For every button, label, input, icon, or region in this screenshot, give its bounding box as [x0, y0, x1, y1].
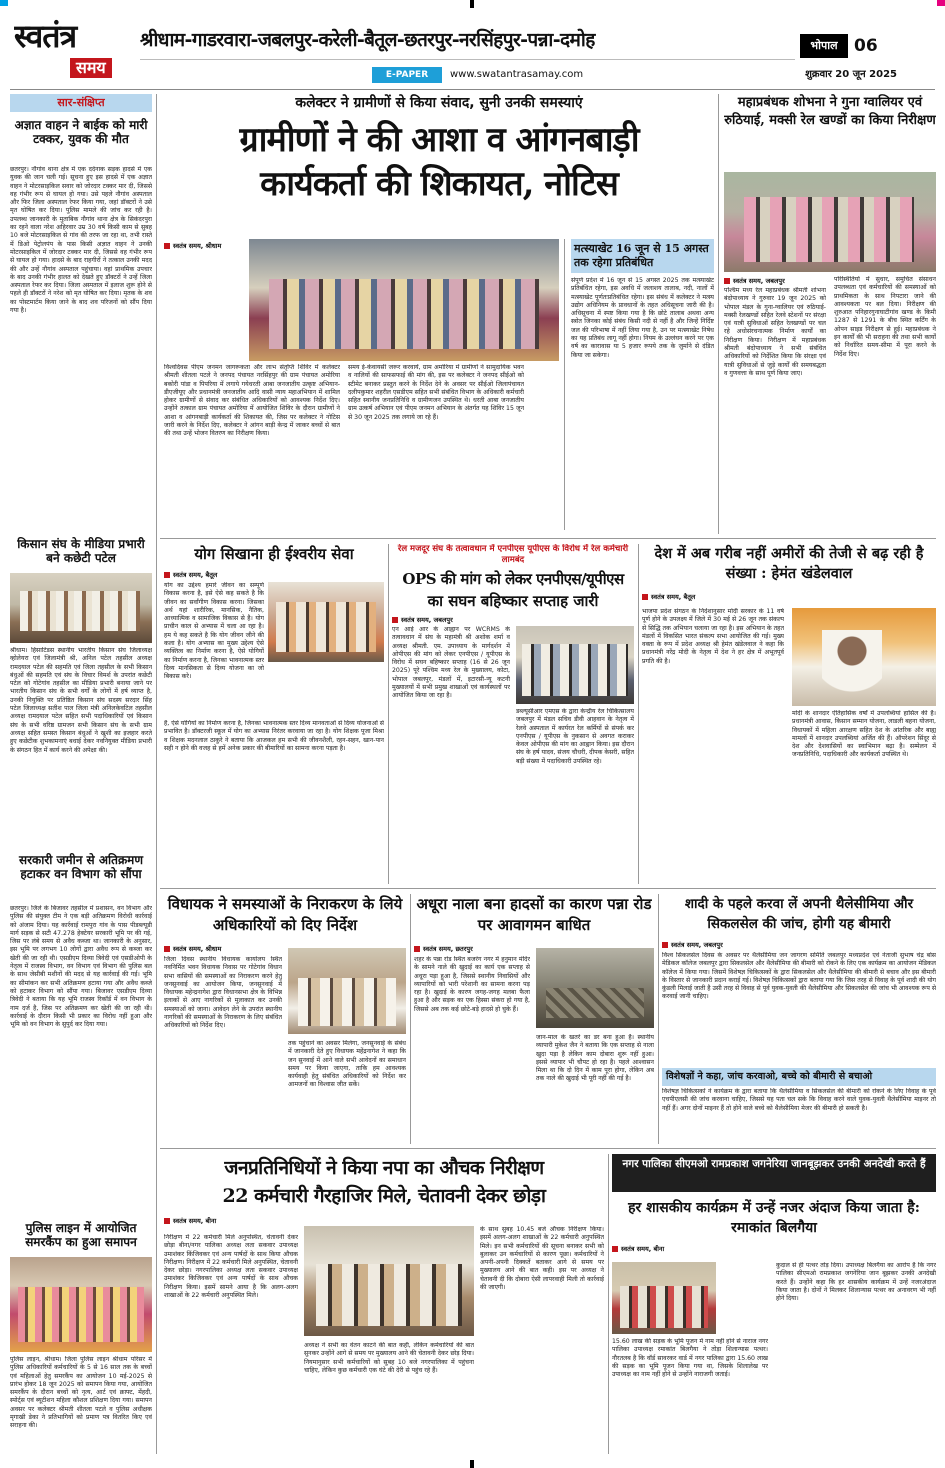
rail-col2: परिस्थितियों में सुधार, समुचित संसाधन उपलब्धता एवं कर्मचारियों की समस्याओं को प्राथमिकता के साथ निपटारा जाने की आवश्यकता पर बल दिया। निरीक्षण की शुरुआत पनिहारगुनाघाटीगांव खण्ड के किमी 1287 से 1291 के बीच स्थित कर्टिंग के ओपन साइड निरीक्षण से हुई। महाप्रबंधक ने इन कार्यों की भी सराहना की तथा सभी कार्यों को निर्धारित समय-सीमा में पूरा करने के निर्देश दिए।: [834, 276, 936, 358]
nala-headline: अधूरा नाला बना हादसों का कारण पन्ना रोड पर आवागमन बाधित: [416, 895, 652, 934]
logo: [14, 18, 134, 84]
thal-box: [662, 1068, 936, 1144]
poor-col2: मोदी के शानदार ऐतिहासिक वर्षों में उपलब्धियां हासिल की है। प्रधानमंत्री आवास, किसान सम्मान योजना, लाडली बहना योजना, विधायकों में महिला आरक्षण सहित देश के आंतरिक और बाह्य मामलों में शानदार उपलब्धियां अर्जित की हैं। ऑपरेशन सिंदूर से देश और देशवासियों का स्वाभिमान बढ़ा है। सम्मेलन में जनप्रतिनिधि, पदाधिकारी और कार्यकर्ता उपस्थित थे।: [792, 710, 936, 759]
cities-text: श्रीधाम-गाडरवारा-जबलपुर-करेली-बैतूल-छतरपुर-नरसिंहपुर-पन्ना-दमोह: [140, 29, 595, 51]
lead-col2: समय ई-केवायसी जरूर करवायें, ग्राम अमोरिया में ग्रामीणों ने सामुदायिक भवन व नालियों की साफसफाई की मांग की, इस पर कलेक्टर ने जनपद सीईओ को स्टीमेट बनाकर प्रस्तुत करने के निर्देश देने के अवसर पर सीईओ जिलापंचायत दलीपकुमार शहरील एसडीएम सहित सभी संबंधित विभाग के अधिकारी कर्मचारी सहित स्थानीय जनप्रतिनिधि व ग्रामीणजन उपस्थित थे। धरती आबा जनजातीय ग्राम उत्कर्ष अभियान एवं पीएम जनमन अभियान के अंतर्गत यह शिविर 15 जून से 30 जून 2025 तक लगाये जा रहे हैं।: [348, 364, 524, 421]
yoga-byline-text: स्वतंत्र समय, बैतूल: [173, 571, 218, 579]
sidebar-story4-photo: [10, 1257, 152, 1352]
sidebar-divider: [156, 94, 157, 1454]
napa-story: [164, 1154, 604, 1454]
napa-col3: के साथ सुबह 10.45 बजे औचक निरीक्षण किया। इसमें अलग-अलग शाखाओं के 22 कर्मचारी अनुपस्थित मिले। इन सभी कर्मचारियों की सूचना बनाकर सभी को बुलाकर उन कर्मचारियों से कारण पूछा। कर्मचारियों ने अपनी-अपनी दिक्कतें बताकर आगे से समय पर मुख्यालय आने की बात कही। इस पर अध्यक्ष ने चेतावनी दी कि दोबारा ऐसी लापरवाही मिली तो कार्रवाई की जाएगी।: [480, 1226, 604, 1292]
ceo-byline: [612, 1244, 936, 1253]
rail-byline: [724, 276, 785, 285]
sidebar-story2-body: श्रीधाम। हिंसाटिडस स्थानीय भारतीय किसान संघ जिलाध्यक्ष व्होलेयरा एवं जिलामंत्री श्री, अनिल पटेल तहसील अध्यक्ष रामदयाल पटेल की सहमति एवं जिला तहसील के सभी किसान बंधुओं की सहमति एवं संघ के विचार विमर्श के उपरांत कछेटी पटेल को गोटेगांव तहसील का मीडिया प्रभारी बनाया जाने पर भारतीय किसान संघ के सभी वर्गों के लोगों में हर्ष व्याप्त है, उनकी नियुक्ति पर प्रतिष्ठित किसान संघ सदस्य सरदार सिंह पटेल जिलाध्यक्ष सतीश पाल जिला मंत्री अनिलकेवटिल तहसील अध्यक्ष रामदयाल पटेल सहित सभी पदाधिकारियों एवं किसान संघ के सभी वरिष्ठ ग्रामजन सभी किसान संघ के सभी ग्राम अध्यक्ष सहित समस्त किसान बंधुओं ने खुशी का इजहार करते हुए कछेटीक शुभकामनाएं बधाई देकर नवनियुक्त मीडिया प्रभारी के संगठन हित में कार्य करने की अपेक्षा की।: [10, 647, 152, 754]
ops-headline-1: OPS की मांग को लेकर एनपीएस/यूपीएस: [402, 570, 624, 588]
ops-byline: [392, 615, 634, 624]
ceo-col2: कुदाल से ही पत्थर तोड़ दिया। उपाध्यक्ष बिलगैया का आरोप है कि नगर पालिका सीएमओ रामप्रकाश जगनेरिया जान बूझकर उनकी अनदेखी करते हैं। उन्होंने कहा कि हर शासकीय कार्यक्रम में उन्हें नजरअंदाज किया जाता है। दोनों ने मिलकर शिलान्यास पत्थर का अनावरण भी नहीं होने दिया।: [776, 1262, 936, 1303]
nala-col1: शहर के पन्ना रोड स्थित बजरंग नगर में हनुमान मंदिर के सामने नाले की खुदाई का कार्य एक सप्ताह से अधूरा पड़ा हुआ है, जिससे स्थानीय निवासियों और व्यापारियों को भारी परेशानी का सामना करना पड़ रहा है। खुदाई के कारण जगह-जगह मलबा फैला हुआ है और सड़क का एक हिस्सा संकरा हो गया है, जिससे अब तक कई छोटे-बड़े हादसे हो चुके हैं।: [414, 956, 530, 1013]
ops-col2: डब्ल्यूसीआर एमएस के द्वारा केन्द्रीय रेल चिकित्सालय जबलपुर में मंडल सचिव डीवी आहवान के नेतृत्व में रेलवे अस्पताल में कार्यरत रेल कर्मियों से संपर्क कर एनपीएस / यूपीएस के नुकसान से अवगत कराकर केवल ओपीएस की मांग का आह्वान किया। इस दौरान संघ के हर्ष यादव, संजय चौधरी, दीपक केसरी, सहित बड़ी संख्या में पदाधिकारी उपस्थित रहे।: [516, 708, 634, 765]
nala-col2: जान-माल के खतरे का डर बना हुआ है। स्थानीय व्यापारी मुकेश जैन ने बताया कि एक सप्ताह से नाला खुदा पड़ा है लेकिन काम दोबारा शुरू नहीं हुआ। इससे व्यापार भी चौपट हो रहा है। पहले आश्वासन मिला था कि दो दिन में काम पूरा होगा, लेकिन अब तक नाले की खुदाई भी पूरी नहीं की गई है।: [536, 1034, 654, 1083]
lead-photo: [249, 239, 559, 361]
fishing-box-title: मत्स्याखेट 16 जून से 15 अगस्त तक रहेगा प्रतिबंधित: [571, 239, 714, 273]
edition-label: भोपाल: [800, 34, 848, 58]
lead-headline-1: ग्रामीणों ने की आशा व आंगनबाड़ी: [239, 120, 639, 160]
sidebar-title: सार-संक्षिप्त: [10, 94, 152, 112]
lead-kicker: कलेक्टर ने ग्रामीणों से किया संवाद, सुनी उनकी समस्याएं: [295, 95, 583, 111]
mla-nala-divider: [410, 894, 411, 1144]
issue-date: शुक्रवार 20 जून 2025: [805, 69, 897, 80]
sidebar-story3-headline: सरकारी जमीन से अतिक्रमण हटाकर वन विभाग को सौंपा: [18, 853, 144, 881]
ceo-byline-text: स्वतंत्र समय, बीना: [621, 1245, 665, 1253]
napa-byline-text: स्वतंत्र समय, बीना: [173, 1217, 217, 1225]
nala-story: [414, 894, 654, 1144]
mla-col1: जिला दिवस स्थानीय विधायक कार्यालय स्थित नवनिर्मित भवन विधायक निवास पर गोटेगांव विधान सभा वासियों की समस्याओं का निराकरण करने हेतु जनसुनवाई का आयोजन किया, जनसुनवाई में विधायक महेन्द्रनागेश द्वारा विधानसभा क्षेत्र के विभिन्न इलाकों से आए नागरिकों से मुलाकात कर उनकी समस्याओं को जाना। आवेदन लेने के उपरांत स्थानीय नागरिकों की समस्याओं के निराकरण के लिए संबंधित अधिकारियों को निर्देश दिए।: [164, 956, 282, 1030]
website-url[interactable]: www.swatantrasamay.com: [450, 69, 584, 80]
lead-headline-2: कार्यकर्ता की शिकायत, नोटिस: [260, 164, 618, 204]
napa-col2: अध्यक्ष ने सभी का वेतन काटने की बात कही, लेकिन कर्मचारियों की बात सुनकर उन्होंने आगे से समय पर मुख्यालय आने की चेतावनी देकर छोड़ दिया। नियमानुसार सभी कर्मचारियों को सुबह 10 बजे नगरपालिका में पहुंचना चाहिए, लेकिन कुछ कर्मचारी एक घंटे की देरी से पहुंच रहे हैं।: [304, 1342, 474, 1374]
ops-photo: [516, 626, 634, 704]
epaper-tag: E-PAPER: [372, 67, 442, 83]
sidebar-story1-headline: अज्ञात वाहन ने बाईक को मारी टक्कर, युवक की मौत: [14, 118, 148, 146]
masthead: [0, 0, 945, 88]
poor-byline: [642, 592, 936, 601]
ops-byline-text: स्वतंत्र समय, जबलपुर: [401, 616, 453, 624]
fishing-box-body: संपूर्ण प्रदेश में 16 जून से 15 अगस्त 2025 तक मत्स्याखेट प्रतिबंधित रहेगा, इस अवधि में जलाशय तालाब, नदी, नालों में मत्स्याखेट पूर्णतःप्रतिबंधित रहेगा। इस संबंध में कलेक्टर ने मत्स्य उद्योग अधिनियम के प्रावधानों के तहत अधिसूचना जारी की है। अधिसूचना में स्पष्ट किया गया है कि छोटे तालाब अथवा अन्य स्त्रोत जिनका कोई संबंध किसी नदी से नहीं है और जिन्हें निर्दिष्ट जल की परिभाषा में नहीं लिया गया है, उन पर मत्स्याखेट निषेध का यह प्रतिबंध लागू नहीं होगा। नियम के उल्लंघन करने पर एक वर्ष का कारावास या 5 हजार रूपये तक के जुर्माने से दंडित किया जा सकेगा।: [571, 277, 714, 359]
sidebar-story4-headline: पुलिस लाइन में आयोजित समरकैंप का हुआ समापन: [25, 1221, 137, 1249]
rail-photo: [724, 172, 936, 272]
sidebar-story2-headline: किसान संघ के मीडिया प्रभारी बने कछेटी पटेल: [17, 537, 145, 565]
napa-headline-2: 22 कर्मचारी गैरहाजिर मिले, चेतावनी देकर छोड़ा: [222, 1185, 546, 1207]
masthead-divider: [10, 89, 935, 90]
sidebar-story2-photo: [10, 573, 152, 643]
logo-bottom-text: समय: [70, 58, 112, 78]
row3-divider: [160, 1148, 936, 1149]
lead-byline-text: स्वतंत्र समय, श्रीधाम: [173, 242, 222, 250]
thal-byline-text: स्वतंत्र समय, जबलपुर: [671, 941, 723, 949]
ceo-photo: [612, 1262, 716, 1334]
row1-divider: [160, 538, 936, 539]
thal-byline: [662, 940, 936, 949]
thal-box-title: विशेषज्ञों ने कहा, जांच करवाओ, बच्चे को बीमारी से बचाओ: [662, 1068, 936, 1086]
napa-col1: निरीक्षण में 22 कर्मचारी मिले अनुपस्थित, चेतावनी देकर छोड़ा बीना/नगर पालिका अध्यक्ष लता सकवार उपाध्यक्ष उमाशंकर किंजिवकर एवं अन्य पार्षदों के साथ किया औचक निरीक्षण। निरीक्षण में 22 कर्मचारी मिले अनुपस्थित, चेतावनी देकर छोड़ा। नगरपालिका अध्यक्ष लता सकवार उपाध्यक्ष उमाशंकर किजिवकर एवं अन्य पार्षदों के साथ औचक निरीक्षण किया। इसमें सामने आया है कि अलग-अलग शाखाओं के 22 कर्मचारी अनुपस्थित मिले।: [164, 1234, 298, 1300]
poor-story: [642, 544, 936, 884]
color-strip: [0, 0, 945, 6]
yoga-ops-divider: [388, 544, 389, 884]
yoga-story: [164, 544, 384, 884]
mla-photo: [288, 948, 406, 1034]
ops-poor-divider: [638, 544, 639, 884]
lead-story: [164, 94, 714, 534]
registration-mark-bottom: [470, 1460, 474, 1468]
thal-story: [662, 894, 936, 1144]
napa-headline-1: जनप्रतिनिधियों ने किया नपा का औचक निरीक्षण: [224, 1157, 544, 1179]
mla-story: [164, 894, 406, 1144]
napa-byline: [164, 1216, 604, 1225]
nala-thal-divider: [658, 894, 659, 1144]
ops-kicker: रेल मजदूर संघ के तत्वावधान में एनपीएस यूपीएस के विरोध में रेल कर्मचारी लामबंद: [397, 544, 629, 565]
fishing-box: [564, 239, 714, 530]
epaper-bar: [372, 67, 897, 83]
nala-photo: [536, 948, 654, 1028]
yoga-byline: [164, 570, 384, 579]
rail-headline: महाप्रबंधक शोभना ने गुना ग्वालियर एवं रुठियाई, मक्सी रेल खण्डों का किया निरीक्षण: [724, 95, 936, 128]
thal-body: विश्व सिकलसेल दिवस के अवसर पर थैलेसीमिया जन जागरण समिति जबलपुर मध्यप्रदेश एवं नेताजी सुभाष चंद्र बोस मेडिकल कॉलेज जबलपुर द्वारा सिकलसेल और थैलेसीमिया की बीमारी को रोकने के लिए एक कार्यक्रम का आयोजन मेडिकल कॉलेज में किया गया। जिसमें विशेषज्ञ चिकित्सकों के द्वारा सिकलसेल और थैलेसीमिया की बीमारी से बचाव और इस बीमारी के विस्तार से जानकारी प्रदान कराई गई। विशेषज्ञ चिकित्सकों द्वारा बताया गया कि जिस तरह से विवाह के पूर्व शादी की योग कुंडली मिलाई जाती है उसी तरह से विवाह से पूर्व युवक-युवती की थैलेसीमिया और सिकलसेल की जांच भी आवश्यक रूप से करवाई जानी चाहिए।: [662, 952, 936, 1001]
ops-story: [392, 544, 634, 884]
ops-col1: एन आई आर के आह्वान पर WCRMS के तत्वावधान में संघ के महामंत्री श्री अशोक शर्मा व अध्यक्ष श्रीमती. एम. उपाध्याय के मार्गदर्शन में ओपीएस की मांग को लेकर एनपीएस / यूपीएस के विरोध में सघन बहिष्कार सप्ताह (16 से 26 जून 2025) पूरे पश्चिम मध्य रेल के मुख्यालय, कोटा, भोपाल जबलपुर, मंडलों में, इटारसी-न्यू कटनी मुख्यालयों में सभी प्रमुख शाखाओं एवं कार्यस्थलों पर आयोजित किया जा रहा है।: [392, 626, 510, 700]
mla-col2: तक पहुंचाने का अवसर मिलेगा, जनसुनवाई के संबंध में जानकारी देते हुए विधायक महेंद्रनागेश ने कहा कि जन सुनवाई में आने वाले सभी आवेदनों का समाधान समय पर किया जाएगा, ताकि हम आवश्यक कार्यवाही हेतु संबंधित अधिकारियों को निर्देश कर आमजनों का विश्वास जीत सकें।: [288, 1040, 406, 1089]
napa-ceo-divider: [608, 1154, 609, 1454]
napa-photo: [304, 1226, 474, 1336]
ceo-col1: 15.60 लाख की सड़क के भूमि पूजन में नाम नहीं होने से नाराज नगर पालिका उपाध्यक्ष रमाकांत बिलगैया ने तोड़ा शिलान्यास पत्थर। नौरतलब है कि वॉर्ड सावरकर वार्ड में नगर पालिका द्वारा 15.60 लाख की सड़क का भूमि पूजन किया गया था, जिसके शिलालेख पर उपाध्यक्ष का नाम नहीं होने से उन्होंने नाराजगी जताई।: [612, 1338, 768, 1379]
nala-byline-text: स्वतंत्र समय, छतरपुर: [423, 945, 473, 953]
yoga-col1: योग का उद्देश्य हमारे जीवन का सम्पूर्ण विकास करना है, इसे ऐसे कह सकते है कि जीवन का सर्वांगीण विकास करना। जिसका अर्थ यहां शारीरिक, मानसिक, नैतिक, आध्यात्मिक व सामाजिक विकास से है। योग प्राचीन काल से अभ्यास में चला आ रहा है। हम ये कह सकते है कि योग जीवन जीने की कला है। योग अभ्यास का मुख्य उद्देश्य ऐसे व्यक्तित्व का निर्माण करना है, ऐसे योगियों का निर्माण करना है, जिनका भावनात्मक स्तर दिव्य मानसिकता से दिव्य योजना का जो बिकास करे।: [164, 582, 264, 681]
mla-byline-text: स्वतंत्र समय, श्रीधाम: [173, 945, 222, 953]
page-number: 06: [854, 36, 878, 56]
yoga-headline: योग सिखाना ही ईश्वरीय सेवा: [194, 545, 354, 563]
rail-col1: पश्चिम मध्य रेल महाप्रबंधक श्रीमती शोभना बंदोपाध्याय ने गुरुवार 19 जून 2025 को भोपाल मंडल के गुना-ग्वालियर एवं रुठियाई-मक्सी रेलखण्डों सहित रेलवे स्टेशनों पर संरक्षा एवं यात्री सुविधाओं सहित रेलखण्डों पर चल रहे अधोसंरचनात्मक निर्माण कार्यों का निरीक्षण किया। निरीक्षण में महाप्रबंधक श्रीमती बंदोपाध्याय ने सभी संबंधित अधिकारियों को निर्देशित किया कि संरक्षा एवं यात्री सुविधाओं से जुड़े कार्यों की समयबद्धता व गुणवत्ता के साथ पूर्ण किया जाए।: [724, 287, 826, 377]
sidebar-story1-body: छतरपुर। नौगांव थाना क्षेत्र में एक दर्दनाक सड़क हादसे में एक युवक की जान चली गई। सूचना हुए इस हादसे में एक अज्ञात वाहन ने मोटरसाइकिल सवार को जोरदार टक्कर मार दी, जिससे वह गंभीर रूप से घायल हो गया। उसे पहले नौगांव अस्पताल और फिर जिला अस्पताल रेफर किया गया, जहां डॉक्टरों ने उसे मृत घोषित कर दिया। पुलिस मामले की जांच कर रही है। उपलब्ध जानकारी के मुताबिक नौगांव थाना क्षेत्र के सिकंदरपुरा का रहने वाला नरेश अहिरवार उम्र 30 वर्ष किसी काम से सुबह 10 बजे मोटरसाइकिल से गांव की तरफ जा रहा था, तभी रास्ते में डिओ पेट्रोलपंप के पास किसी अज्ञात वाहन ने उनकी मोटरसाइकिल में जोरदार टक्कर मार दी, जिससे वह गंभीर रूप से घायल हो गया। हादसे के बाद राहगीरों ने तत्काल उनकी मदद की और उन्हें नौगांव अस्पताल पहुंचाया। वहां प्राथमिक उपचार के बाद उनकी गंभीर हालत को देखते हुए डॉक्टरों ने उन्हें जिला अस्पताल रेफर कर दिया। जिला अस्पताल में इलाज शुरू होने से पहले ही डॉक्टरों ने नरेश को मृत घोषित कर दिया। मृतक के शव का पोस्टमार्टम किया जाने के बाद शव परिजनों को सौंप दिया गया है।: [10, 166, 152, 315]
lead-rail-divider: [718, 94, 719, 534]
sidebar: [10, 94, 152, 1454]
thal-headline: शादी के पहले करवा लें अपनी थैलेसीमिया और सिकलसेल की जांच, होगी यह बीमारी: [684, 896, 914, 932]
sidebar-story3-body: छतरपुर। जिले के बिजावर तहसील में प्रशासन, वन विभाग और पुलिस की संयुक्त टीम ने एक बड़ी अतिक्रमण विरोधी कार्रवाई को अंजाम दिया। यह कार्रवाई रामपुरा गांव के पास पीडब्ल्यूडी मार्ग सड़क से सटी 47.278 हेक्टेयर सरकारी भूमि पर की गई, जिस पर लंबे समय से अवैध कब्जा था। जानकारी के अनुसार, इस भूमि पर लगभग 10 लोगों द्वारा अवैध रूप से कब्जा कर खेती की जा रही थी। एसडीएम दिव्या त्रिवेदी एवं एसडीओपी के नेतृत्व में राजस्व विभाग, वन विभाग एवं विभाग की पुलिस बल के साथ जेसीबी मशीनों की मदद से यह कार्रवाई की गई। भूमि का सीमांकन कर सभी अतिक्रमण हटाया गया और अवैध कब्जे को हटाकर विभाग को सौंपा गया। बिजावर एसडीएम दिव्या त्रिवेदी ने बताया कि यह भूमि राजस्व रिकॉर्ड में वन विभाग के नाम दर्ज है, जिस पर अतिक्रमण कर खेती की जा रही थी। कार्रवाई के दौरान किसी भी प्रकार का विरोध नहीं हुआ और भूमि को वन विभाग के सुपुर्द कर दिया गया।: [10, 905, 152, 1029]
yoga-col2: हैं, ऐसे योगियों का निर्माण करना है, जिनका भावनात्मक स्तर दिव्य मानवताओं से दिव्य योजनाओं से प्रभावित है। डॉक्टरजी स्कूल में योग का अभ्यास निरंतर करवाया जा रहा है। योग शिक्षक पूजा मिश्रा व शिक्षक मदनलाल ठाकुरे ने बताया कि आजकल हम सभी की जीवनशैली, रहन-सहन, खान-पान सही न होने की वजह से हमें अनेक प्रकार की बीमारियों का सामना करना पड़ता है।: [164, 720, 384, 752]
ops-headline-2: का सघन बहिष्कार सप्ताह जारी: [427, 592, 599, 610]
poor-headline: देश में अब गरीब नहीं अमीरों की तेजी से बढ़ रही है संख्या : हेमंत खंडेलवाल: [654, 545, 924, 582]
rail-byline-text: स्वतंत्र समय, जबलपुर: [733, 277, 785, 285]
lead-col1: विश्वदिवस पीएम जनमन जागरूकता और लाभ संतृप्ति शिविर में कलेक्टर श्रीमती शीतला पटले ने जनपद पंचायत नरसिंहपुर की ग्राम पंचायत अमोरिया बकोरी पांडा व पिपरिया में लगाये गयेधरती आबा जनजातीय उत्कृष्ट अभियान-डीएजीयूए और प्रधानमंत्री जनजातीय आदि वासी न्याय महाअभियान में शामिल होकर ग्रामीणों से संवाद कर संबंधित अधिकारियों को आवश्यक निर्देश दिए। उन्होंने तत्काल ग्राम पंचायत अमोरिया में आयोजित शिविर के दौरान ग्रामीणों ने आशा व आंगनबाड़ी कार्यकर्ता की शिकायत की, जिस पर कलेक्टर ने नोटिस जारी करने के निर्देश दिए, कलेक्टर ने आंगन बाड़ी केन्द्र में जाकर बच्चों से बात की तथा उन्हें भोजन वितरण का निरीक्षण किया।: [164, 364, 340, 438]
poor-byline-text: स्वतंत्र समय, बैतूल: [651, 593, 696, 601]
yoga-photo: [268, 582, 384, 662]
row2-divider: [160, 888, 936, 889]
cities-bar: [140, 20, 795, 60]
logo-top-text: स्वतंत्र: [14, 18, 77, 55]
rail-story: [724, 94, 936, 534]
ceo-kicker: नगर पालिका सीएमओ रामप्रकाश जगनेरिया जानबूझकर उनकी अनदेखी करते हैं: [612, 1154, 936, 1192]
ceo-story: [612, 1154, 936, 1454]
sidebar-story4-body: पुलिस लाइन, श्रीधाम। जिला पुलिस लाइन श्रीधाम परिसर में पुलिस अधिकारियों कर्मचारियों के 5 से 16 साल तक के बच्चों एवं महिलाओं हेतु समरकैंप का आयोजन 10 मई-2025 से प्रारंभ होकर 18 जून 2025 को समापन किया गया, आयोजित समरकैंप के दौरान बच्चों को नृत्य, आर्ट एवं क्राफ्ट, मेंहदी, स्पोर्ट्स एवं ब्यूटीशन महिला कौशल प्रशिक्षण दिया गया। समापन अवसर पर कलेक्टर श्रीमती शीतला पटले व पुलिस अधीक्षक मृगाखी डेका ने प्रतिभागियों को प्रमाण पत्र वितरित किए एवं सराहना की।: [10, 1356, 152, 1430]
thal-box-body: विशेषज्ञ चिकित्सकों ने कार्यक्रम के द्वारा बताया कि थैलेसीमिया व सिकलसेल की बीमारी को रोकने के लिए विवाह के पूर्व एचपीएलसी की जांच करवाना चाहिए, जिससे यह पता चल सके कि विवाह करने वाले युवक-युवती थैलेसीमिया माइनर तो नहीं हैं। अगर दोनों माइनर हैं तो होने वाले बच्चे को थैलेसीमिया मेजर की बीमारी हो सकती है।: [662, 1088, 936, 1112]
mla-headline: विधायक ने समस्याओं के निराकरण के लिये अधिकारियों को दिए निर्देश: [167, 895, 403, 934]
ceo-headline: हर शासकीय कार्यक्रम में उन्हें नजर अंदाज किया जाता है: रमाकांत बिलगैया: [628, 1200, 920, 1236]
poor-col1: भाजपा प्रदेश संगठन के निर्देशानुसार मोदी सरकार के 11 वर्ष पूर्ण होने के उपलक्ष्य में जिले में 30 मई से 26 जून तक संकल्प से सिद्धि तक अभियान चलाया जा रहा है। इस अभियान के तहत मंडलों में विकसित भारत संकल्प सभा आयोजित की गई। मुख्य वक्ता के रूप में प्रदेश अध्यक्ष श्री हेमंत खंडेलवाल ने कहा कि प्रधानमंत्री नरेंद्र मोदी के नेतृत्व में देश ने हर क्षेत्र में अभूतपूर्व प्रगति की है।: [642, 608, 784, 665]
edition-badge: [800, 34, 890, 58]
poor-photo: [792, 608, 936, 706]
lead-byline: [164, 241, 221, 250]
